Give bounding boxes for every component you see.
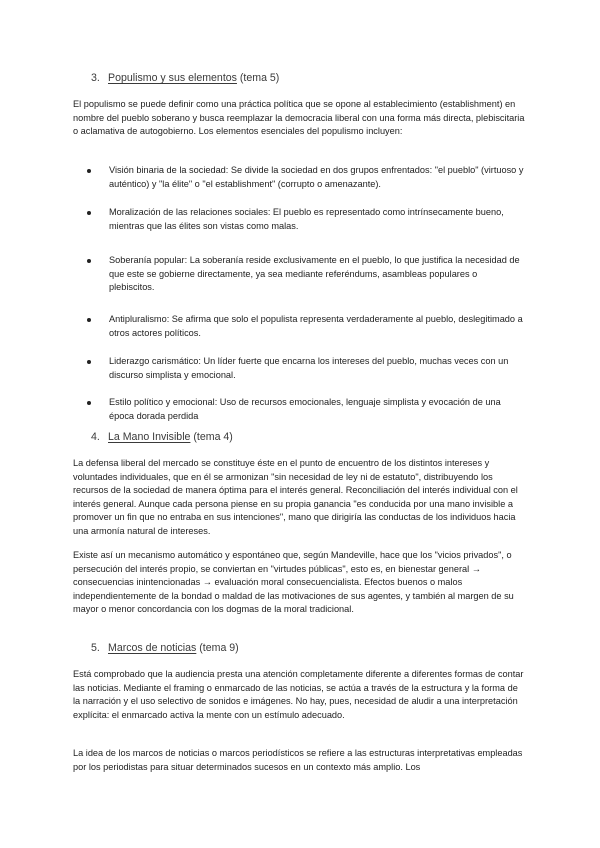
section-topic: (tema 4) — [190, 431, 233, 443]
mano-invisible-paragraph-1: La defensa liberal del mercado se constituye éste en el punto de encuentro de los distintos intereses y voluntades individuales, que en él se armonizan "sin necesidad de ley ni de estatuto", distribuyendo los recursos de la sociedad de manera óptima para el interés general. Reconciliación del interés individual con el interés general. Aunque cada persona piense en su propia ganancia "es conducida por una mano invisible a promover un fin que no entraba en sus intenciones", mano que dirigiría las conductas de los individuos hacia una armonía natural de intereses. — [73, 458, 518, 536]
bullet-dot-icon — [87, 360, 91, 364]
section-number: 4. — [91, 431, 100, 443]
list-item: Soberanía popular: La soberanía reside exclusivamente en el pueblo, lo que justifica la necesidad de que este se gobierne directamente, ya sea mediante referéndums, asambleas populares o plebiscitos. — [73, 254, 525, 313]
list-item: Moralización de las relaciones sociales: El pueblo es representado como intrínsecamente bueno, mientras que las élites son vistas como malas. — [73, 206, 525, 254]
mano-invisible-paragraph-2: Existe así un mecanismo automático y espontáneo que, según Mandeville, hace que los "vicios privados", o persecución del interés propio, se conviertan en "virtudes públicas", esto es, en bienestar general → consecuencias inintencionadas → evaluación moral consecuencialista. Efectos buenos o malos independientemente de la bondad o maldad de las motivaciones de sus agentes, y también al margen de su mayor o menor concordancia con los dogmas de la moral tradicional. — [73, 550, 514, 615]
section-title: La Mano Invisible — [108, 431, 191, 443]
section-number: 3. — [91, 72, 100, 84]
bullet-dot-icon — [87, 401, 91, 405]
bullet-dot-icon — [87, 318, 91, 322]
section-title: Marcos de noticias — [108, 642, 197, 654]
section-heading-marcos-noticias — [91, 641, 239, 655]
marcos-noticias-paragraph-1: Está comprobado que la audiencia presta una atención completamente diferente a diferentes formas de contar las noticias. Mediante el framing o enmarcado de las noticias, se actúa a través de la estructura y la forma de la narración y el uso selectivo de sonidos e imágenes. No hay, pues, necesidad de aludir a una interpretación explícita: el enmarcado activa la mente con un estímulo adecuado. — [73, 669, 524, 720]
section-heading-populismo — [91, 71, 279, 85]
section-title: Populismo y sus elementos — [108, 72, 237, 84]
marcos-noticias-paragraph-2: La idea de los marcos de noticias o marcos periodísticos se refiere a las estructuras interpretativas empleadas por los periodistas para situar determinados sucesos en un contexto más amplio. Los — [73, 748, 523, 772]
list-item: Visión binaria de la sociedad: Se divide la sociedad en dos grupos enfrentados: "el pueblo" (virtuoso y auténtico) y "la élite" o "el establishment" (corrupto o amenazante). — [73, 164, 525, 206]
list-item: Liderazgo carismático: Un líder fuerte que encarna los intereses del pueblo, muchas veces con un discurso simplista y emocional. — [73, 355, 525, 396]
list-item: Antipluralismo: Se afirma que solo el populista representa verdaderamente al pueblo, deslegitimado a otros actores políticos. — [73, 313, 525, 355]
populismo-intro-paragraph: El populismo se puede definir como una práctica política que se opone al establecimiento (establishment) en nombre del pueblo soberano y busca reemplazar la democracia liberal con una forma más directa, plebiscitaria o aclamativa de autogobierno. Los elementos esenciales del populismo incluyen: — [73, 99, 525, 137]
section-number: 5. — [91, 642, 100, 654]
populismo-elements-list — [73, 164, 525, 424]
bullet-dot-icon — [87, 169, 91, 173]
section-topic: (tema 9) — [196, 642, 239, 654]
bullet-dot-icon — [87, 259, 91, 263]
bullet-dot-icon — [87, 211, 91, 215]
list-item: Estilo político y emocional: Uso de recursos emocionales, lenguaje simplista y evocación de una época dorada perdida — [73, 396, 525, 424]
section-heading-mano-invisible — [91, 430, 233, 444]
section-topic: (tema 5) — [236, 72, 280, 84]
